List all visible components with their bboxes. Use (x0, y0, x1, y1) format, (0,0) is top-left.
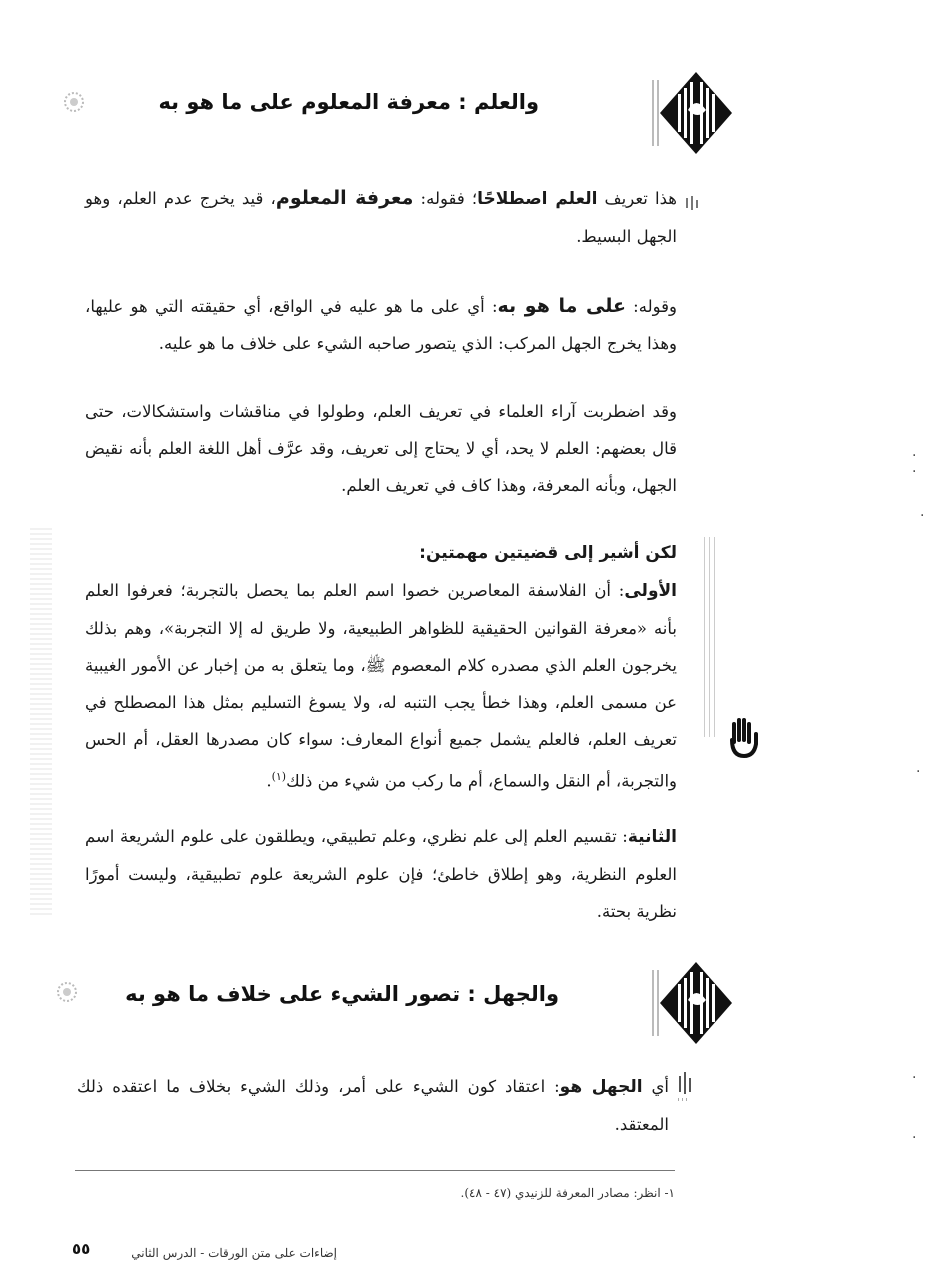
bold-term: العلم اصطلاحًا (477, 189, 598, 209)
text: ، قيد يخرج عدم العلم، وهو الجهل البسيط. (85, 189, 677, 246)
text: : أن الفلاسفة المعاصرين خصوا اسم العلم بما يحصل بالتجربة؛ فعرفوا العلم بأنه «معرفة القوانين الحقيقية للظواهر الطبيعية، ولا طريق له إلا التجربة»، وهم بذلك يخرجون العلم الذي مصدره كلام المعصوم ﷺ، وما يتعلق به من إخبار عن الأمور الغيبية عن مسمى العلم، وهذا خطأ يجب التنبه له، ولا يسوغ التسليم بمثل هذا المصطلح في تعريف العلم، فالعلم يشمل جميع أنواع المعارف: سواء كان مصدرها العقل، أم الحس والتجربة، أم النقل والسماع، أم ما ركب من شيء من ذلك (85, 581, 677, 791)
paragraph-second-issue (85, 818, 677, 930)
scan-dots: · · (912, 448, 919, 480)
text: : أي على ما هو عليه في الواقع، أي حقيقته التي هو عليها، وهذا يخرج الجهل المركب: الذي يتصور صاحبه الشيء على خلاف ما هو عليه. (85, 297, 677, 353)
bold-term: معرفة المعلوم (275, 187, 414, 209)
paragraph-definition (85, 180, 677, 255)
text: أي (642, 1077, 670, 1096)
intro-heading: لكن أشير إلى قضيتين مهمتين: (419, 543, 677, 563)
scan-dots: · (920, 508, 927, 524)
bold-term: الأولى (624, 581, 677, 601)
text: ؛ فقوله: (413, 189, 478, 208)
paragraph-two-issues (85, 534, 677, 800)
text: وقوله: (625, 297, 677, 316)
scan-margin-strip (30, 525, 52, 915)
hand-icon (726, 716, 760, 760)
section-heading-ignorance: والجهل : تصور الشيء على خلاف ما هو به (125, 982, 559, 1006)
text: : تقسيم العلم إلى علم نظري، وعلم تطبيقي، ويطلقون على علوم الشريعة اسم العلوم النظرية، وهو إطلاق خاطئ؛ فإن علوم الشريعة علوم تطبيقية، وليست أمورًا نظرية بحتة. (85, 827, 677, 921)
paragraph-scholars-opinions: وقد اضطربت آراء العلماء في تعريف العلم، وطولوا في مناقشات واستشكالات، حتى قال بعضهم: العلم لا يحد، أي لا يحتاج إلى تعريف، وقد عرَّف أهل اللغة العلم بأنه نقيض الجهل، وبأنه المعرفة، وهذا كاف في تعريف العلم. (85, 402, 677, 495)
footnote-divider (75, 1170, 675, 1171)
ornament-diamond-icon (648, 70, 744, 156)
page-number: ٥٥ (72, 1240, 91, 1258)
text: . (266, 771, 272, 791)
small-marker-icon (684, 194, 704, 218)
paragraph-ignorance-definition (77, 1068, 669, 1143)
text: هذا تعريف (597, 189, 677, 208)
paragraph-compound-ignorance (85, 288, 677, 362)
text: : اعتقاد كون الشيء على أمر، وذلك الشيء بخلاف ما اعتقده ذلك المعتقد. (77, 1077, 669, 1134)
footnote: ١- انظر: مصادر المعرفة للزنيدي (٤٧ - ٤٨). (460, 1186, 675, 1200)
scan-dots: · (912, 1070, 919, 1086)
small-marker-icon (676, 1070, 696, 1104)
footnote-ref[interactable]: (١) (271, 770, 287, 783)
scan-dots: · (912, 1130, 919, 1146)
footer-title: إضاءات على متن الورقات - الدرس الثاني (131, 1246, 337, 1260)
ornament-diamond-icon (648, 960, 744, 1046)
bold-term: الثانية (627, 827, 677, 847)
side-bars (700, 537, 720, 737)
bold-term: الجهل هو (559, 1077, 643, 1097)
section-heading-knowledge: والعلم : معرفة المعلوم على ما هو به (158, 90, 539, 114)
rosette-icon (62, 90, 86, 114)
bold-term: على ما هو به (497, 295, 626, 317)
scan-dots: · (916, 764, 923, 780)
rosette-icon (55, 980, 79, 1004)
